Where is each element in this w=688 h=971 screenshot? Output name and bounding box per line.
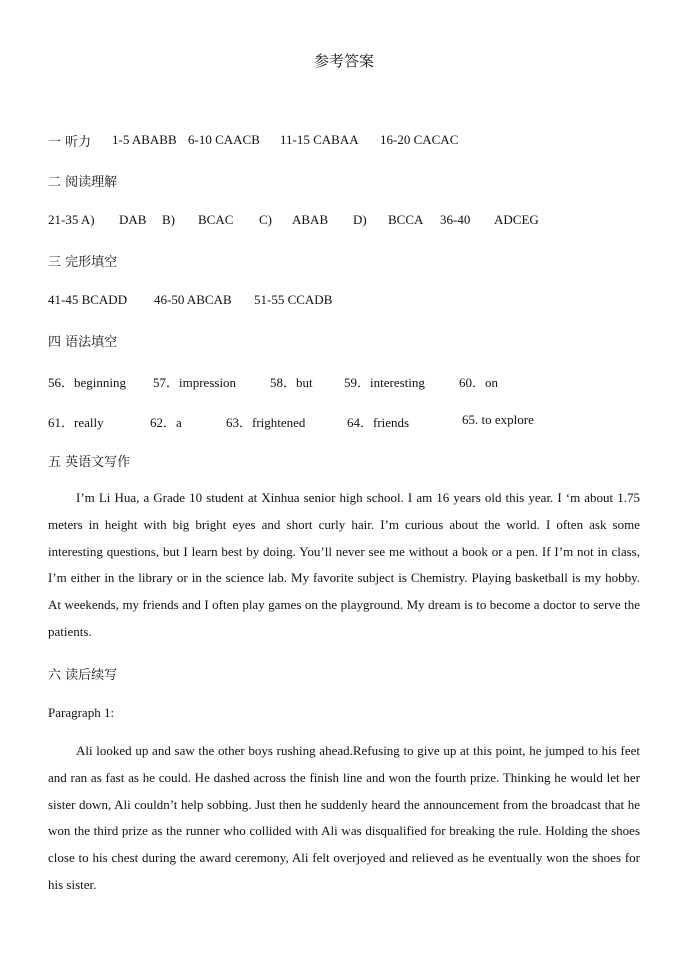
answer-group: BCCA [388, 212, 424, 227]
essay-paragraph: I’m Li Hua, a Grade 10 student at Xinhua senior high school. I am 16 years old this year. I ‘m about 1.75 meters in height with big bright eyes and short curly hair. I’m curious about the world. I often ask some interesting questions, but I learn best by doing. You’ll never see me without a book or a pen. If I’m not in class, I’m either in the library or in the science lab. My favorite subject is Chemistry. Playing basketball is my hobby. At weekends, my friends and I often play games on the playground. My dream is to become a doctor to serve the patients. [48, 490, 640, 639]
answer-item: 65. to explore [462, 412, 534, 427]
section-label: 五 英语文写作 [48, 455, 131, 470]
paragraph-label: Paragraph 1: [48, 705, 115, 720]
section-label: 二 阅读理解 [48, 175, 118, 190]
answer-item: 63．frightened [226, 415, 306, 430]
answer-group: 6-10 CAACB [188, 132, 260, 147]
answer-group: 16-20 CACAC [380, 132, 459, 147]
answer-item: 60．on [459, 375, 499, 390]
answer-group: ABAB [292, 212, 329, 227]
answer-group: 1-5 ABABB [112, 132, 177, 147]
answer-item: 58．but [270, 375, 313, 390]
answer-group: 41-45 BCADD [48, 292, 128, 307]
section-label: 六 读后续写 [48, 668, 118, 683]
answer-item: 56．beginning [48, 375, 126, 390]
answer-item: 57．impression [153, 375, 237, 390]
answer-group: BCAC [198, 212, 234, 227]
answer-group: 11-15 CABAA [280, 132, 359, 147]
section-label: 三 完形填空 [48, 255, 118, 270]
page-title: 参考答案 [313, 52, 374, 70]
answer-group: D) [353, 212, 367, 227]
answer-item: 64．friends [347, 415, 410, 430]
answer-group: 36-40 [440, 212, 471, 227]
answer-item: 59．interesting [344, 375, 425, 390]
answer-group: ADCEG [494, 212, 539, 227]
answer-item: 61．really [48, 415, 104, 430]
section-label: 四 语法填空 [48, 335, 118, 350]
section-label: 一 听力 [48, 135, 92, 150]
answer-group: B) [162, 212, 175, 227]
answer-item: 62．a [150, 415, 182, 430]
answer-group: 51-55 CCADB [254, 292, 333, 307]
answer-group: C) [259, 212, 272, 227]
continuation-paragraph: Ali looked up and saw the other boys rushing ahead.Refusing to give up at this point, he jumped to his feet and ran as fast as he could. He dashed across the finish line and won the fourth prize. Thinking he would let her sister down, Ali couldn’t help sobbing. Just then he suddenly heard the announcement from the broadcast that he won the third prize as the runner who collided with Ali was disqualified for breaking the rule. Holding the shoes close to his chest during the award ceremony, Ali felt overjoyed and relieved as he eventually won the shoes for his sister. [48, 743, 640, 892]
answer-group: 21-35 A) [48, 212, 95, 227]
answer-group: 46-50 ABCAB [154, 292, 232, 307]
answer-group: DAB [119, 212, 147, 227]
